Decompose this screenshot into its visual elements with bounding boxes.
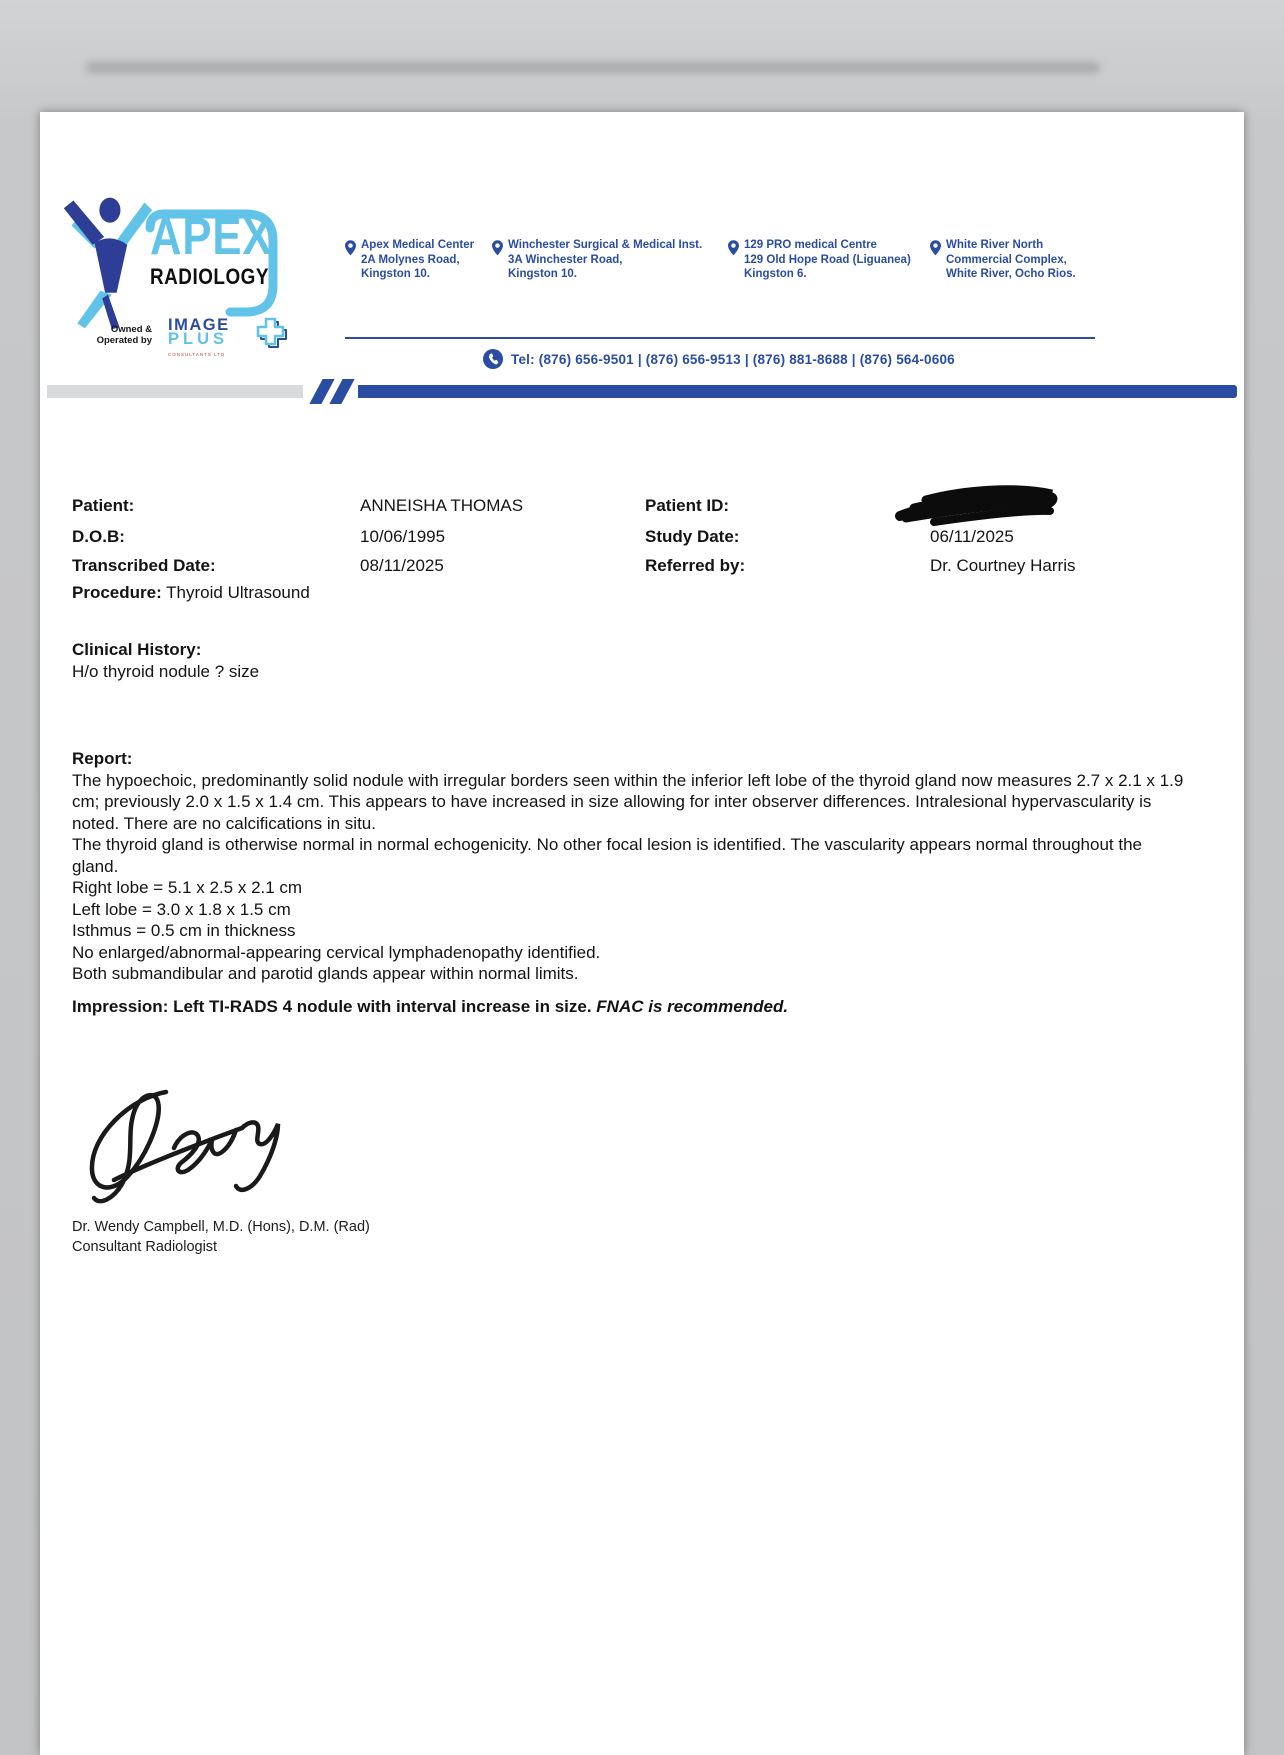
map-pin-icon bbox=[930, 240, 941, 256]
report-paragraph: No enlarged/abnormal-appearing cervical lymphadenopathy identified. bbox=[72, 942, 601, 962]
imageplus-logo: IMAGE PLUS CONSULTANTS LTD bbox=[168, 316, 230, 357]
study-date-label: Study Date: bbox=[645, 527, 740, 546]
impression-line bbox=[72, 997, 788, 1017]
phone-numbers-text: Tel: (876) 656-9501 | (876) 656-9513 | (876) 881-8688 | (876) 564-0606 bbox=[511, 351, 955, 367]
report-page bbox=[40, 112, 1244, 1755]
map-pin-icon bbox=[345, 240, 356, 256]
radiologist-title: Consultant Radiologist bbox=[72, 1238, 218, 1255]
phone-numbers-row bbox=[483, 349, 955, 369]
header-divider-line bbox=[345, 337, 1095, 339]
patient-label: Patient: bbox=[72, 496, 135, 515]
procedure-value: Thyroid Ultrasound bbox=[166, 583, 310, 602]
patient-value: ANNEISHA THOMAS bbox=[360, 496, 524, 515]
transcribed-date-label: Transcribed Date: bbox=[72, 556, 216, 575]
location-apex-medical-center: Apex Medical Center 2A Molynes Road, Kingston 10. bbox=[345, 238, 474, 282]
report-paragraph: Isthmus = 0.5 cm in thickness bbox=[72, 921, 296, 940]
procedure-row bbox=[72, 583, 310, 603]
location-129-pro: 129 PRO medical Centre 129 Old Hope Road (Liguanea) Kingston 6. bbox=[728, 238, 911, 282]
clinical-history-section bbox=[72, 639, 259, 682]
radiologist-identity bbox=[72, 1218, 370, 1257]
report-paragraph: Right lobe = 5.1 x 2.5 x 2.1 cm bbox=[72, 878, 303, 897]
logo-primary-text: APEX bbox=[150, 208, 273, 266]
owned-operated-label: Owned & Operated by bbox=[96, 324, 152, 346]
imageplus-cross-icon bbox=[253, 315, 293, 355]
study-date-value: 06/11/2025 bbox=[930, 527, 1014, 546]
location-white-river: White River North Commercial Complex, White River, Ocho Rios. bbox=[930, 238, 1076, 282]
report-paragraph: Left lobe = 3.0 x 1.8 x 1.5 cm bbox=[72, 899, 291, 919]
referred-by-value: Dr. Courtney Harris bbox=[930, 556, 1076, 575]
radiologist-signature bbox=[70, 1084, 300, 1214]
patient-id-label: Patient ID: bbox=[645, 496, 730, 515]
report-section bbox=[72, 748, 1190, 985]
location-winchester: Winchester Surgical & Medical Inst. 3A Winchester Road, Kingston 10. bbox=[492, 238, 702, 282]
logo-wordmark bbox=[150, 208, 273, 290]
procedure-label: Procedure: bbox=[72, 583, 162, 602]
map-pin-icon bbox=[728, 240, 739, 256]
header-bar-blue bbox=[358, 385, 1237, 398]
impression-text: Impression: Left TI-RADS 4 nodule with interval increase in size. bbox=[72, 997, 592, 1016]
clinical-history-heading: Clinical History: bbox=[72, 640, 202, 659]
impression-emphasis: FNAC is recommended. bbox=[596, 997, 789, 1016]
report-paragraph: The hypoechoic, predominantly solid nodule with irregular borders seen within the inferior left lobe of the thyroid gland now measures 2.7 x 2.1 x 1.9 cm; previously 2.0 x 1.5 x 1.4 cm. This appears to have increased in size allowing for inter observer differences. Intralesional hypervascularity is noted. There are no calcifications in situ. bbox=[72, 770, 1184, 833]
dob-value: 10/06/1995 bbox=[360, 527, 446, 546]
header-bar-gray bbox=[47, 385, 303, 398]
logo-secondary-text: RADIOLOGY bbox=[150, 264, 269, 289]
referred-by-label: Referred by: bbox=[645, 556, 746, 575]
clinical-history-text: H/o thyroid nodule ? size bbox=[72, 661, 260, 681]
transcribed-date-value: 08/11/2025 bbox=[360, 556, 444, 575]
background-shadow-streak bbox=[86, 62, 1100, 73]
patient-id-redaction bbox=[892, 484, 1064, 528]
report-heading: Report: bbox=[72, 749, 133, 768]
phone-icon bbox=[483, 349, 503, 369]
report-paragraph: The thyroid gland is otherwise normal in normal echogenicity. No other focal lesion is identified. The vascularity appears normal throughout the gland. bbox=[72, 835, 1142, 876]
radiologist-name: Dr. Wendy Campbell, M.D. (Hons), D.M. (Rad) bbox=[72, 1219, 370, 1235]
report-paragraph: Both submandibular and parotid glands appear within normal limits. bbox=[72, 964, 579, 983]
dob-label: D.O.B: bbox=[72, 527, 125, 546]
header-bar-slash bbox=[329, 379, 354, 404]
map-pin-icon bbox=[492, 240, 503, 256]
